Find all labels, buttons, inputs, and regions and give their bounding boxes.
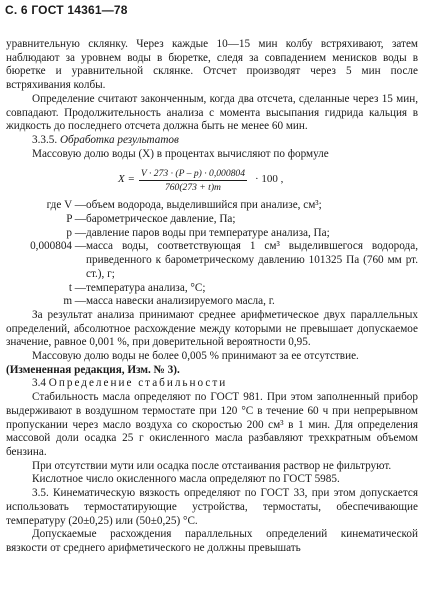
amendment-note: (Измененная редакция, Изм. № 3). xyxy=(6,363,180,376)
formula-tail: · 100 , xyxy=(255,173,284,186)
variables-list xyxy=(6,199,418,309)
paragraph: При отсутствии мути или осадка после отстаивания раствор не фильтруют. xyxy=(32,459,392,472)
section-heading xyxy=(6,377,418,391)
paragraph: Определение считают законченным, когда два отсчета, сделанные через 15 мин, совпадают. Продолжительность анализа с момента высыпания гидрида кальция в жидкость до последнего отсчета должна быть не менее 60 мин. xyxy=(6,92,418,133)
section-title: Обработка результатов xyxy=(59,133,179,146)
formula-lhs: X = xyxy=(118,173,135,186)
formula-numerator: V · 273 · (P – p) · 0,000804 xyxy=(140,167,246,179)
variable-description: объем водорода, выделившийся при анализе, см³; xyxy=(86,199,322,212)
paragraph: Кислотное число окисленного масла определяют по ГОСТ 5985. xyxy=(32,473,340,486)
variable-row xyxy=(6,227,418,241)
page-header: С. 6 ГОСТ 14361—78 xyxy=(5,3,128,17)
formula xyxy=(6,161,418,199)
variable-symbol: где V — xyxy=(46,199,86,212)
variable-description: барометрическое давление, Па; xyxy=(86,213,236,226)
variable-symbol: P — xyxy=(66,213,86,226)
variable-row xyxy=(6,282,418,296)
paragraph: 3.5. Кинематическую вязкость определяют по ГОСТ 33, при этом допускается использовать термостатирующие устройства, термостаты, обеспечивающие температуру (20±0,25) или (50±0,25) °С. xyxy=(6,487,418,527)
variable-row xyxy=(6,295,418,309)
section-heading xyxy=(6,134,418,148)
document-body xyxy=(6,38,418,556)
variable-row xyxy=(6,240,418,281)
paragraph: Массовую долю воды (X) в процентах вычисляют по формуле xyxy=(32,147,329,160)
variable-description: масса навески анализируемого масла, г. xyxy=(86,295,275,308)
variable-row xyxy=(6,199,418,213)
variable-description: масса воды, соответствующая 1 см³ выделившегося водорода, приведенного к барометрическому давлению 101325 Па (760 мм рт. ст.), г; xyxy=(86,240,418,280)
variable-symbol: 0,000804 — xyxy=(30,240,86,253)
paragraph: За результат анализа принимают среднее арифметическое двух параллельных определений, абсолютное расхождение между которыми не превышает допускаемое значение, равное 0,001 %, при доверительной вероятности 0,95. xyxy=(6,308,418,349)
variable-symbol: t — xyxy=(68,281,86,294)
variable-description: температура анализа, °С; xyxy=(86,281,206,294)
paragraph: уравнительную склянку. Через каждые 10—15 мин колбу встряхивают, затем наблюдают за уровнем воды в бюретке, следя за совпадением менисков воды в бюретке и уравнительной склянке. Отсчет производят через 5 мин после встряхивания колбы. xyxy=(6,38,418,92)
paragraph: Стабильность масла определяют по ГОСТ 981. При этом заполненный прибор выдерживают в воздушном термостате при 120 °С в течение 60 ч при непрерывном пропускании через масло воздуха со скоростью 200 см³ в 1 мин. Для определения массовой доли осадка 25 г окисленного масла разбавляют трехкратным объемом бензина. xyxy=(6,391,418,458)
formula-denominator: 760(273 + t)m xyxy=(164,181,221,193)
paragraph: Массовую долю воды не более 0,005 % принимают за ее отсутствие. xyxy=(32,350,359,363)
paragraph: Допускаемые расхождения параллельных определений кинематической вязкости от среднего арифметического не должны превышать xyxy=(6,528,418,554)
section-number: 3.3.5. xyxy=(32,133,58,146)
variable-description: давление паров воды при температуре анализа, Па; xyxy=(86,226,330,239)
section-number: 3.4 xyxy=(32,377,46,390)
variable-row xyxy=(6,213,418,227)
section-title: Определение стабильности xyxy=(48,377,228,390)
variable-symbol: m — xyxy=(63,295,86,308)
formula-fraction xyxy=(139,168,247,193)
variable-symbol: p — xyxy=(66,226,86,239)
